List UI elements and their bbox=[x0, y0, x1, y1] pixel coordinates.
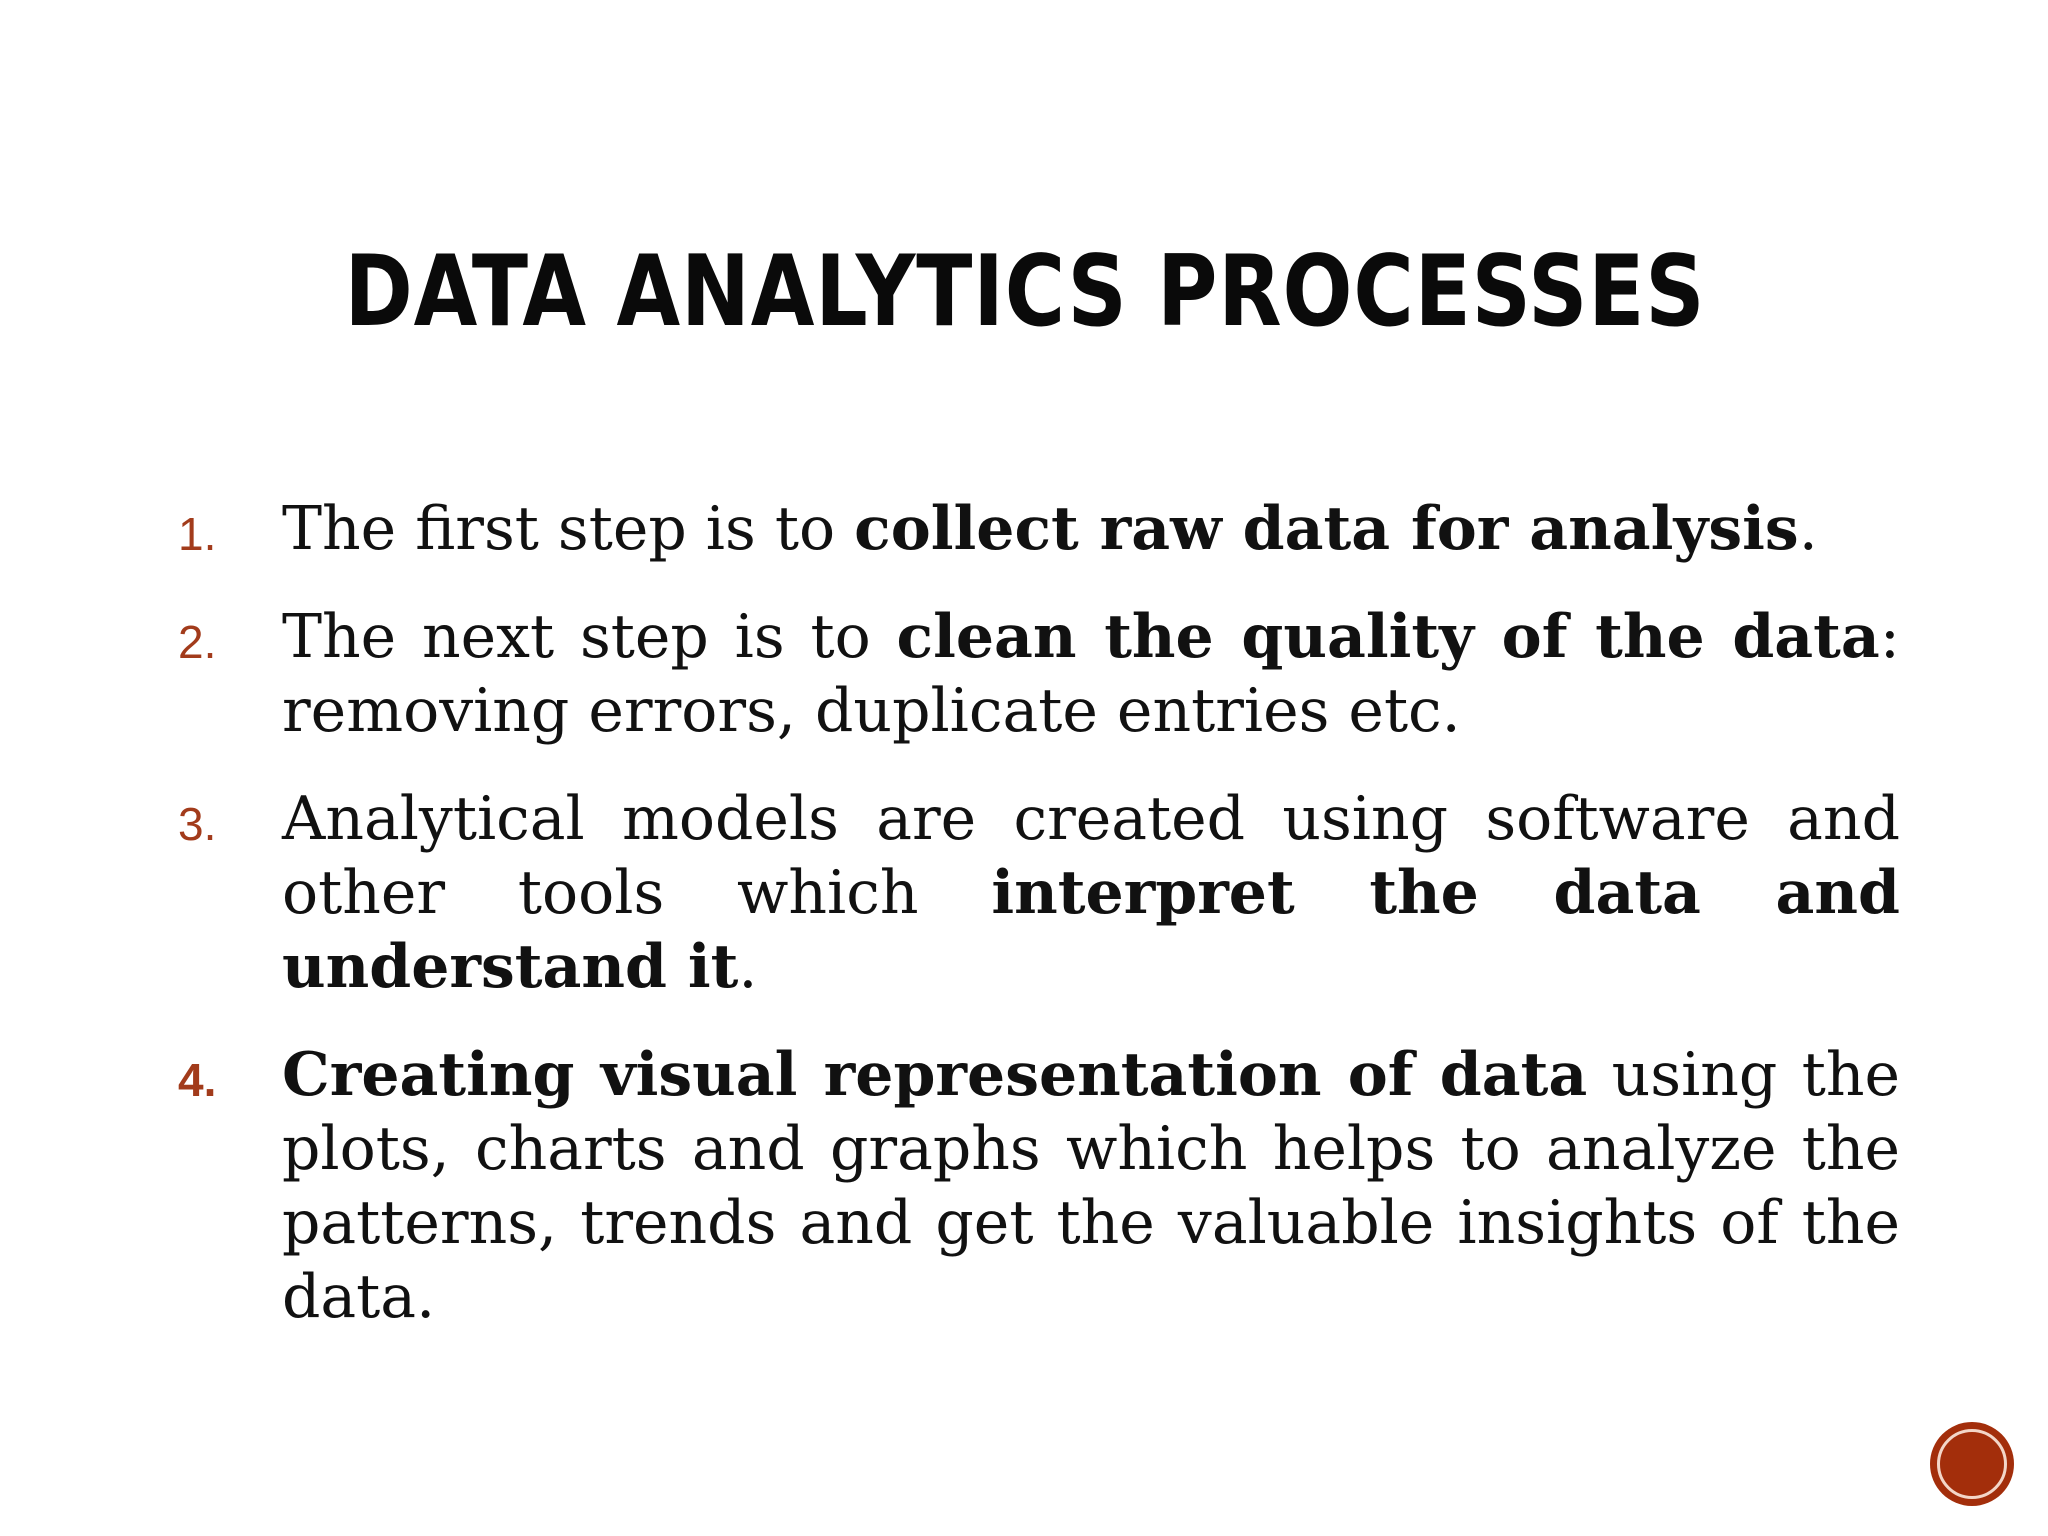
list-item-text: using the plots, charts and graphs which helps to analyze the patterns, trends and get the valuable insights of the data. bbox=[282, 1040, 1900, 1332]
list-item-text: . bbox=[738, 932, 758, 1002]
process-steps-list bbox=[170, 492, 1900, 1368]
list-item bbox=[170, 782, 1900, 1004]
list-item bbox=[170, 492, 1900, 566]
list-item-text: Analytical models are created using software and other tools which bbox=[282, 784, 1900, 928]
list-item-text: The first step is to bbox=[282, 494, 855, 564]
list-item-text: . bbox=[1798, 494, 1818, 564]
circle-logo-ring bbox=[1937, 1429, 2007, 1499]
list-item-bold-text: collect raw data for analysis bbox=[854, 494, 1799, 564]
list-item-number: 1. bbox=[178, 508, 217, 560]
circle-logo-icon bbox=[1930, 1422, 2014, 1506]
list-item-number: 3. bbox=[178, 798, 217, 850]
list-item bbox=[170, 1038, 1900, 1334]
list-item-number: 2. bbox=[178, 616, 217, 668]
list-item-text: The next step is to bbox=[282, 602, 897, 672]
list-item-bold-text: Creating visual representation of data bbox=[282, 1040, 1588, 1110]
list-item-text: : removing errors, duplicate entries etc. bbox=[282, 602, 1900, 746]
list-item-number: 4. bbox=[178, 1054, 217, 1106]
list-item bbox=[170, 600, 1900, 748]
slide-title: DATA ANALYTICS PROCESSES bbox=[344, 235, 1706, 349]
list-item-bold-text: interpret the data and understand it bbox=[282, 858, 1901, 1002]
list-item-bold-text: clean the quality of the data bbox=[896, 602, 1880, 672]
